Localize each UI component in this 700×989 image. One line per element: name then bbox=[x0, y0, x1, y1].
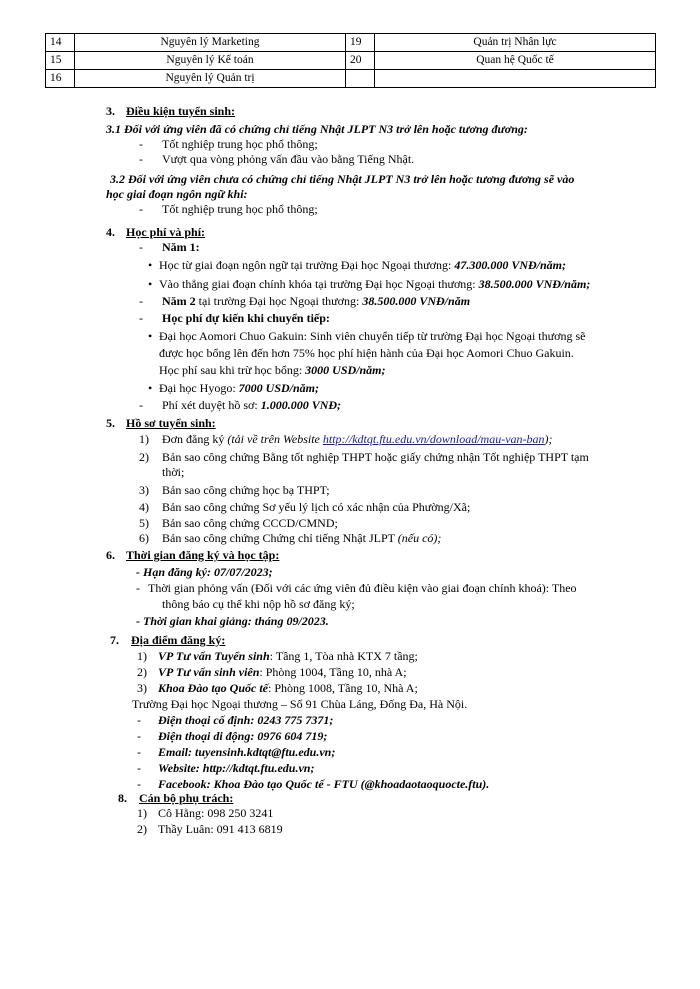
table-row bbox=[46, 34, 656, 52]
majors-table bbox=[45, 33, 656, 88]
facebook: Facebook: Khoa Đào tạo Quốc tế - FTU (@khoadaotaoquocte.ftu). bbox=[158, 777, 490, 791]
bullet-icon: • bbox=[148, 329, 153, 343]
list-dash: - bbox=[139, 240, 143, 254]
contact-person: Thầy Luân: 091 413 6819 bbox=[158, 822, 283, 836]
contact-person: Cô Hằng: 098 250 3241 bbox=[158, 806, 274, 820]
subsection-heading: 3.2 Đối với ứng viên chưa có chứng chỉ tiếng Nhật JLPT N3 trở lên hoặc tương đương sẽ vào bbox=[110, 172, 575, 186]
table-cell: 16 bbox=[46, 70, 75, 88]
list-dash: - bbox=[139, 137, 143, 151]
list-number: 3) bbox=[139, 483, 149, 497]
year-label: Năm 1: bbox=[162, 240, 200, 254]
list-dash: - bbox=[137, 729, 141, 743]
table-row bbox=[46, 70, 656, 88]
table-cell: Quản trị Nhân lực bbox=[375, 34, 656, 52]
section-title: Thời gian đăng ký và học tập: bbox=[126, 548, 280, 562]
table-cell: Nguyên lý Kế toán bbox=[75, 52, 346, 70]
phone-mobile: Điện thoại di động: 0976 604 719; bbox=[158, 729, 328, 743]
list-dash: - bbox=[139, 398, 143, 412]
list-item: thời; bbox=[162, 465, 185, 479]
list-number: 6) bbox=[139, 531, 149, 545]
list-item: Học từ giai đoạn ngôn ngữ tại trường Đại học Ngoại thương: 47.300.000 VNĐ/năm; bbox=[159, 258, 567, 272]
list-dash: - bbox=[139, 152, 143, 166]
table-row bbox=[46, 52, 656, 70]
section-number: 6. bbox=[106, 548, 115, 562]
list-item: Bản sao công chứng Chứng chỉ tiếng Nhật JLPT (nếu có); bbox=[162, 531, 442, 545]
list-item: Thời gian phỏng vấn (Đối với các ứng viên đủ điều kiện vào giai đoạn chính khoá): Theo bbox=[148, 581, 577, 595]
list-item: Bản sao công chứng Bằng tốt nghiệp THPT hoặc giấy chứng nhận Tốt nghiệp THPT tạm bbox=[162, 450, 589, 464]
section-title: Học phí và phí: bbox=[126, 225, 206, 239]
list-number: 1) bbox=[137, 806, 147, 820]
subsection-heading: 3.1 Đối với ứng viên đã có chứng chỉ tiếng Nhật JLPT N3 trở lên hoặc tương đương: bbox=[106, 122, 528, 136]
list-item: Vượt qua vòng phỏng vấn đầu vào bằng Tiếng Nhật. bbox=[162, 152, 415, 166]
section-number: 8. bbox=[118, 791, 127, 805]
section-number: 4. bbox=[106, 225, 115, 239]
address: Trường Đại học Ngoại thương – Số 91 Chùa Láng, Đống Đa, Hà Nội. bbox=[132, 697, 468, 711]
list-dash: - bbox=[137, 713, 141, 727]
list-number: 2) bbox=[137, 822, 147, 836]
bullet-icon: • bbox=[148, 258, 153, 272]
table-cell: 20 bbox=[346, 52, 375, 70]
list-item: Tốt nghiệp trung học phổ thông; bbox=[162, 202, 318, 216]
list-item: VP Tư vấn sinh viên: Phòng 1004, Tầng 10, nhà A; bbox=[158, 665, 407, 679]
start-date: - Thời gian khai giảng: tháng 09/2023. bbox=[136, 614, 329, 628]
bullet-icon: • bbox=[148, 381, 153, 395]
list-dash: - bbox=[139, 202, 143, 216]
deadline: - Hạn đăng ký: 07/07/2023; bbox=[136, 565, 273, 579]
website: Website: http://kdtqt.ftu.edu.vn; bbox=[158, 761, 315, 775]
list-item: Đại học Hyogo: 7000 USD/năm; bbox=[159, 381, 319, 395]
list-item: Đại học Aomori Chuo Gakuin: Sinh viên chuyển tiếp từ trường Đại học Ngoại thương sẽ bbox=[159, 329, 586, 343]
list-item: được học bổng lên đến hơn 75% học phí hiện hành của Đại học Aomori Chuo Gakuin. bbox=[159, 346, 574, 360]
section-number: 5. bbox=[106, 416, 115, 430]
table-cell: 14 bbox=[46, 34, 75, 52]
section-number: 3. bbox=[106, 104, 115, 118]
email: Email: tuyensinh.kdtqt@ftu.edu.vn; bbox=[158, 745, 336, 759]
list-dash: - bbox=[137, 777, 141, 791]
table-cell: 19 bbox=[346, 34, 375, 52]
list-item: Học phí sau khi trừ học bổng: 3000 USD/năm; bbox=[159, 363, 386, 377]
list-item: thông báo cụ thể khi nộp hồ sơ đăng ký; bbox=[162, 597, 355, 611]
list-dash: - bbox=[139, 294, 143, 308]
list-item: Vào thẳng giai đoạn chính khóa tại trường Đại học Ngoại thương: 38.500.000 VNĐ/năm; bbox=[159, 277, 591, 291]
section-number: 7. bbox=[110, 633, 119, 647]
phone-fixed: Điện thoại cố định: 0243 775 7371; bbox=[158, 713, 334, 727]
list-dash: - bbox=[139, 311, 143, 325]
table-cell: Nguyên lý Marketing bbox=[75, 34, 346, 52]
list-item: Tốt nghiệp trung học phổ thông; bbox=[162, 137, 318, 151]
list-item: Đơn đăng ký (tải về trên Website http://kdtqt.ftu.edu.vn/download/mau-van-ban); bbox=[162, 432, 553, 446]
list-item: Bản sao công chứng Sơ yếu lý lịch có xác nhận của Phường/Xã; bbox=[162, 500, 471, 514]
download-link[interactable]: http://kdtqt.ftu.edu.vn/download/mau-van-ban bbox=[322, 432, 545, 446]
transfer-label: Học phí dự kiến khi chuyển tiếp: bbox=[162, 311, 330, 325]
list-item: VP Tư vấn Tuyển sinh: Tầng 1, Tòa nhà KTX 7 tầng; bbox=[158, 649, 418, 663]
table-cell bbox=[375, 70, 656, 88]
section-title: Cán bộ phụ trách: bbox=[139, 791, 234, 805]
list-item: Khoa Đào tạo Quốc tế: Phòng 1008, Tầng 10, Nhà A; bbox=[158, 681, 418, 695]
list-dash: - bbox=[137, 761, 141, 775]
section-title: Điều kiện tuyển sinh: bbox=[126, 104, 236, 118]
list-item: Bản sao công chứng CCCD/CMND; bbox=[162, 516, 338, 530]
list-item: Năm 2 tại trường Đại học Ngoại thương: 38.500.000 VNĐ/năm bbox=[162, 294, 471, 308]
list-number: 1) bbox=[139, 432, 149, 446]
list-number: 4) bbox=[139, 500, 149, 514]
list-number: 5) bbox=[139, 516, 149, 530]
list-item: Bản sao công chứng học bạ THPT; bbox=[162, 483, 330, 497]
list-number: 2) bbox=[139, 450, 149, 464]
list-number: 2) bbox=[137, 665, 147, 679]
list-number: 3) bbox=[137, 681, 147, 695]
table-cell bbox=[346, 70, 375, 88]
list-item: Phí xét duyệt hồ sơ: 1.000.000 VNĐ; bbox=[162, 398, 342, 412]
list-number: 1) bbox=[137, 649, 147, 663]
bullet-icon: • bbox=[148, 277, 153, 291]
list-dash: - bbox=[137, 745, 141, 759]
table-cell: 15 bbox=[46, 52, 75, 70]
list-dash: - bbox=[136, 581, 140, 595]
section-title: Hồ sơ tuyển sinh: bbox=[126, 416, 216, 430]
table-cell: Nguyên lý Quản trị bbox=[75, 70, 346, 88]
section-title: Địa điểm đăng ký: bbox=[131, 633, 226, 647]
subsection-heading: học giai đoạn ngôn ngữ khi: bbox=[106, 187, 248, 201]
table-cell: Quan hệ Quốc tế bbox=[375, 52, 656, 70]
